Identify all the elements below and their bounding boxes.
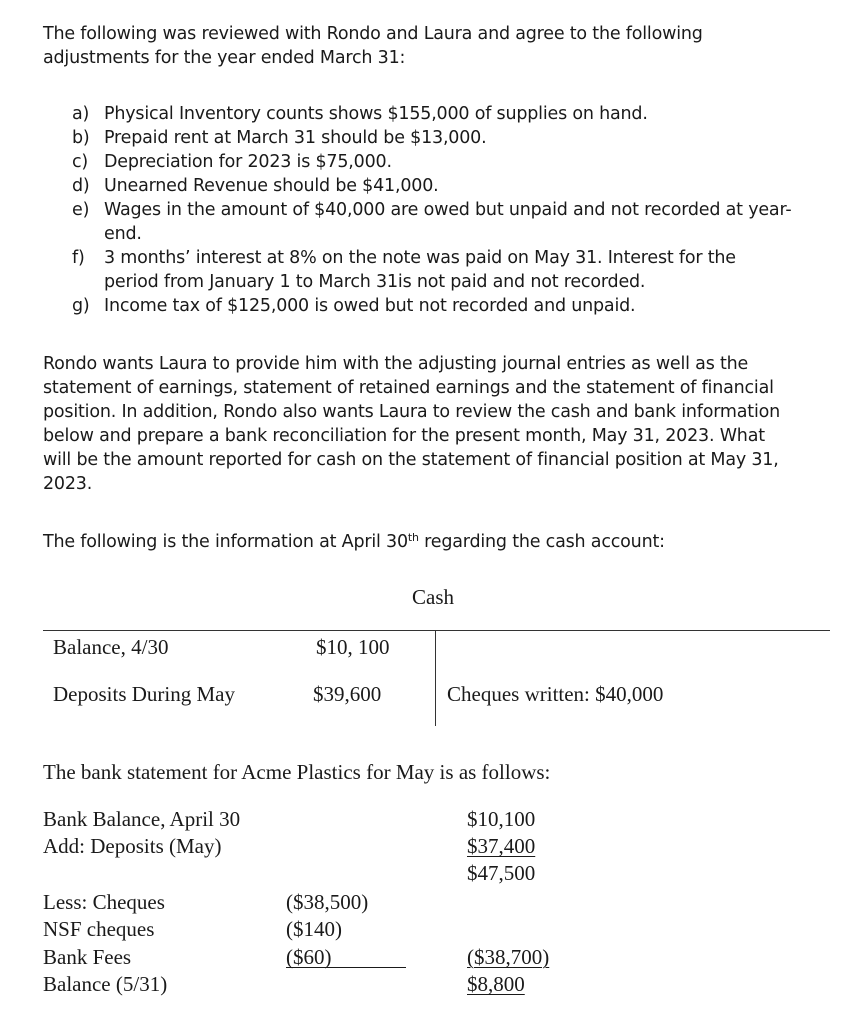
- request-line: 2023.: [43, 474, 93, 494]
- list-item-text: Wages in the amount of $40,000 are owed but unpaid and not recorded at year-: [104, 200, 792, 220]
- list-item-text: Unearned Revenue should be $41,000.: [104, 176, 439, 196]
- list-item-label: d): [72, 176, 90, 196]
- nsf-cheques-amount: ($140): [286, 917, 342, 941]
- request-line: position. In addition, Rondo also wants Laura to review the cash and bank information: [43, 402, 781, 422]
- t-debit-label: Deposits During May: [53, 682, 235, 706]
- subtotal-amount: $47,500: [467, 861, 536, 885]
- ending-balance-amount: $8,800: [467, 972, 525, 996]
- bank-fees-label: Bank Fees: [43, 945, 132, 969]
- less-cheques-label: Less: Cheques: [43, 890, 165, 914]
- bank-balance-amount: $10,100: [467, 807, 536, 831]
- list-item-text: Income tax of $125,000 is owed but not recorded and unpaid.: [104, 296, 636, 316]
- list-item-text: end.: [104, 224, 142, 244]
- t-credit-entry: Cheques written: $40,000: [447, 682, 664, 706]
- list-item: [43, 126, 833, 150]
- request-paragraph: [43, 352, 833, 496]
- list-item-label: e): [72, 200, 90, 220]
- bank-fees-underline: [286, 967, 406, 968]
- t-account-title: Cash: [412, 585, 454, 609]
- request-line: below and prepare a bank reconciliation for the present month, May 31, 2023. What: [43, 426, 765, 446]
- cash-intro-text: The following is the information at April 30: [43, 532, 408, 552]
- intro-line: adjustments for the year ended March 31:: [43, 48, 406, 68]
- list-item-label: f): [72, 248, 85, 268]
- list-item: [43, 174, 833, 198]
- deductions-total: ($38,700): [467, 945, 550, 969]
- list-item-label: a): [72, 104, 90, 124]
- cash-intro: [43, 530, 665, 554]
- cash-intro-text-end: regarding the cash account:: [418, 532, 665, 552]
- list-item-text: Depreciation for 2023 is $75,000.: [104, 152, 392, 172]
- list-item: [43, 294, 833, 318]
- deposits-label: Add: Deposits (May): [43, 834, 222, 858]
- list-item: [43, 102, 833, 126]
- bank-balance-label: Bank Balance, April 30: [43, 807, 241, 831]
- list-item-label: b): [72, 128, 90, 148]
- bank-fees-amount: ($60): [286, 945, 332, 969]
- request-line: Rondo wants Laura to provide him with the adjusting journal entries as well as the: [43, 354, 749, 374]
- list-item-text: period from January 1 to March 31is not paid and not recorded.: [104, 272, 646, 292]
- list-item-text: Physical Inventory counts shows $155,000 of supplies on hand.: [104, 104, 648, 124]
- list-item-text: Prepaid rent at March 31 should be $13,000.: [104, 128, 487, 148]
- bank-statement-heading: The bank statement for Acme Plastics for May is as follows:: [43, 760, 551, 784]
- t-debit-label: Balance, 4/30: [53, 635, 169, 659]
- adjustments-list: [43, 102, 833, 318]
- nsf-cheques-label: NSF cheques: [43, 917, 155, 941]
- intro-line: The following was reviewed with Rondo and Laura and agree to the following: [43, 24, 703, 44]
- request-line: will be the amount reported for cash on the statement of financial position at May 31,: [43, 450, 779, 470]
- cash-intro-superscript: th: [407, 531, 419, 544]
- list-item: [43, 198, 833, 246]
- list-item: [43, 246, 833, 294]
- list-item-label: c): [72, 152, 89, 172]
- deposits-amount: $37,400: [467, 834, 536, 858]
- t-debit-amount: $39,600: [313, 682, 382, 706]
- t-debit-amount: $10, 100: [316, 635, 390, 659]
- intro-paragraph: [43, 22, 823, 70]
- t-account-horizontal-rule: [43, 630, 830, 631]
- request-line: statement of earnings, statement of retained earnings and the statement of financial: [43, 378, 774, 398]
- less-cheques-amount: ($38,500): [286, 890, 369, 914]
- list-item: [43, 150, 833, 174]
- list-item-label: g): [72, 296, 90, 316]
- list-item-text: 3 months’ interest at 8% on the note was paid on May 31. Interest for the: [104, 248, 736, 268]
- ending-balance-label: Balance (5/31): [43, 972, 168, 996]
- t-account-vertical-rule: [435, 630, 436, 726]
